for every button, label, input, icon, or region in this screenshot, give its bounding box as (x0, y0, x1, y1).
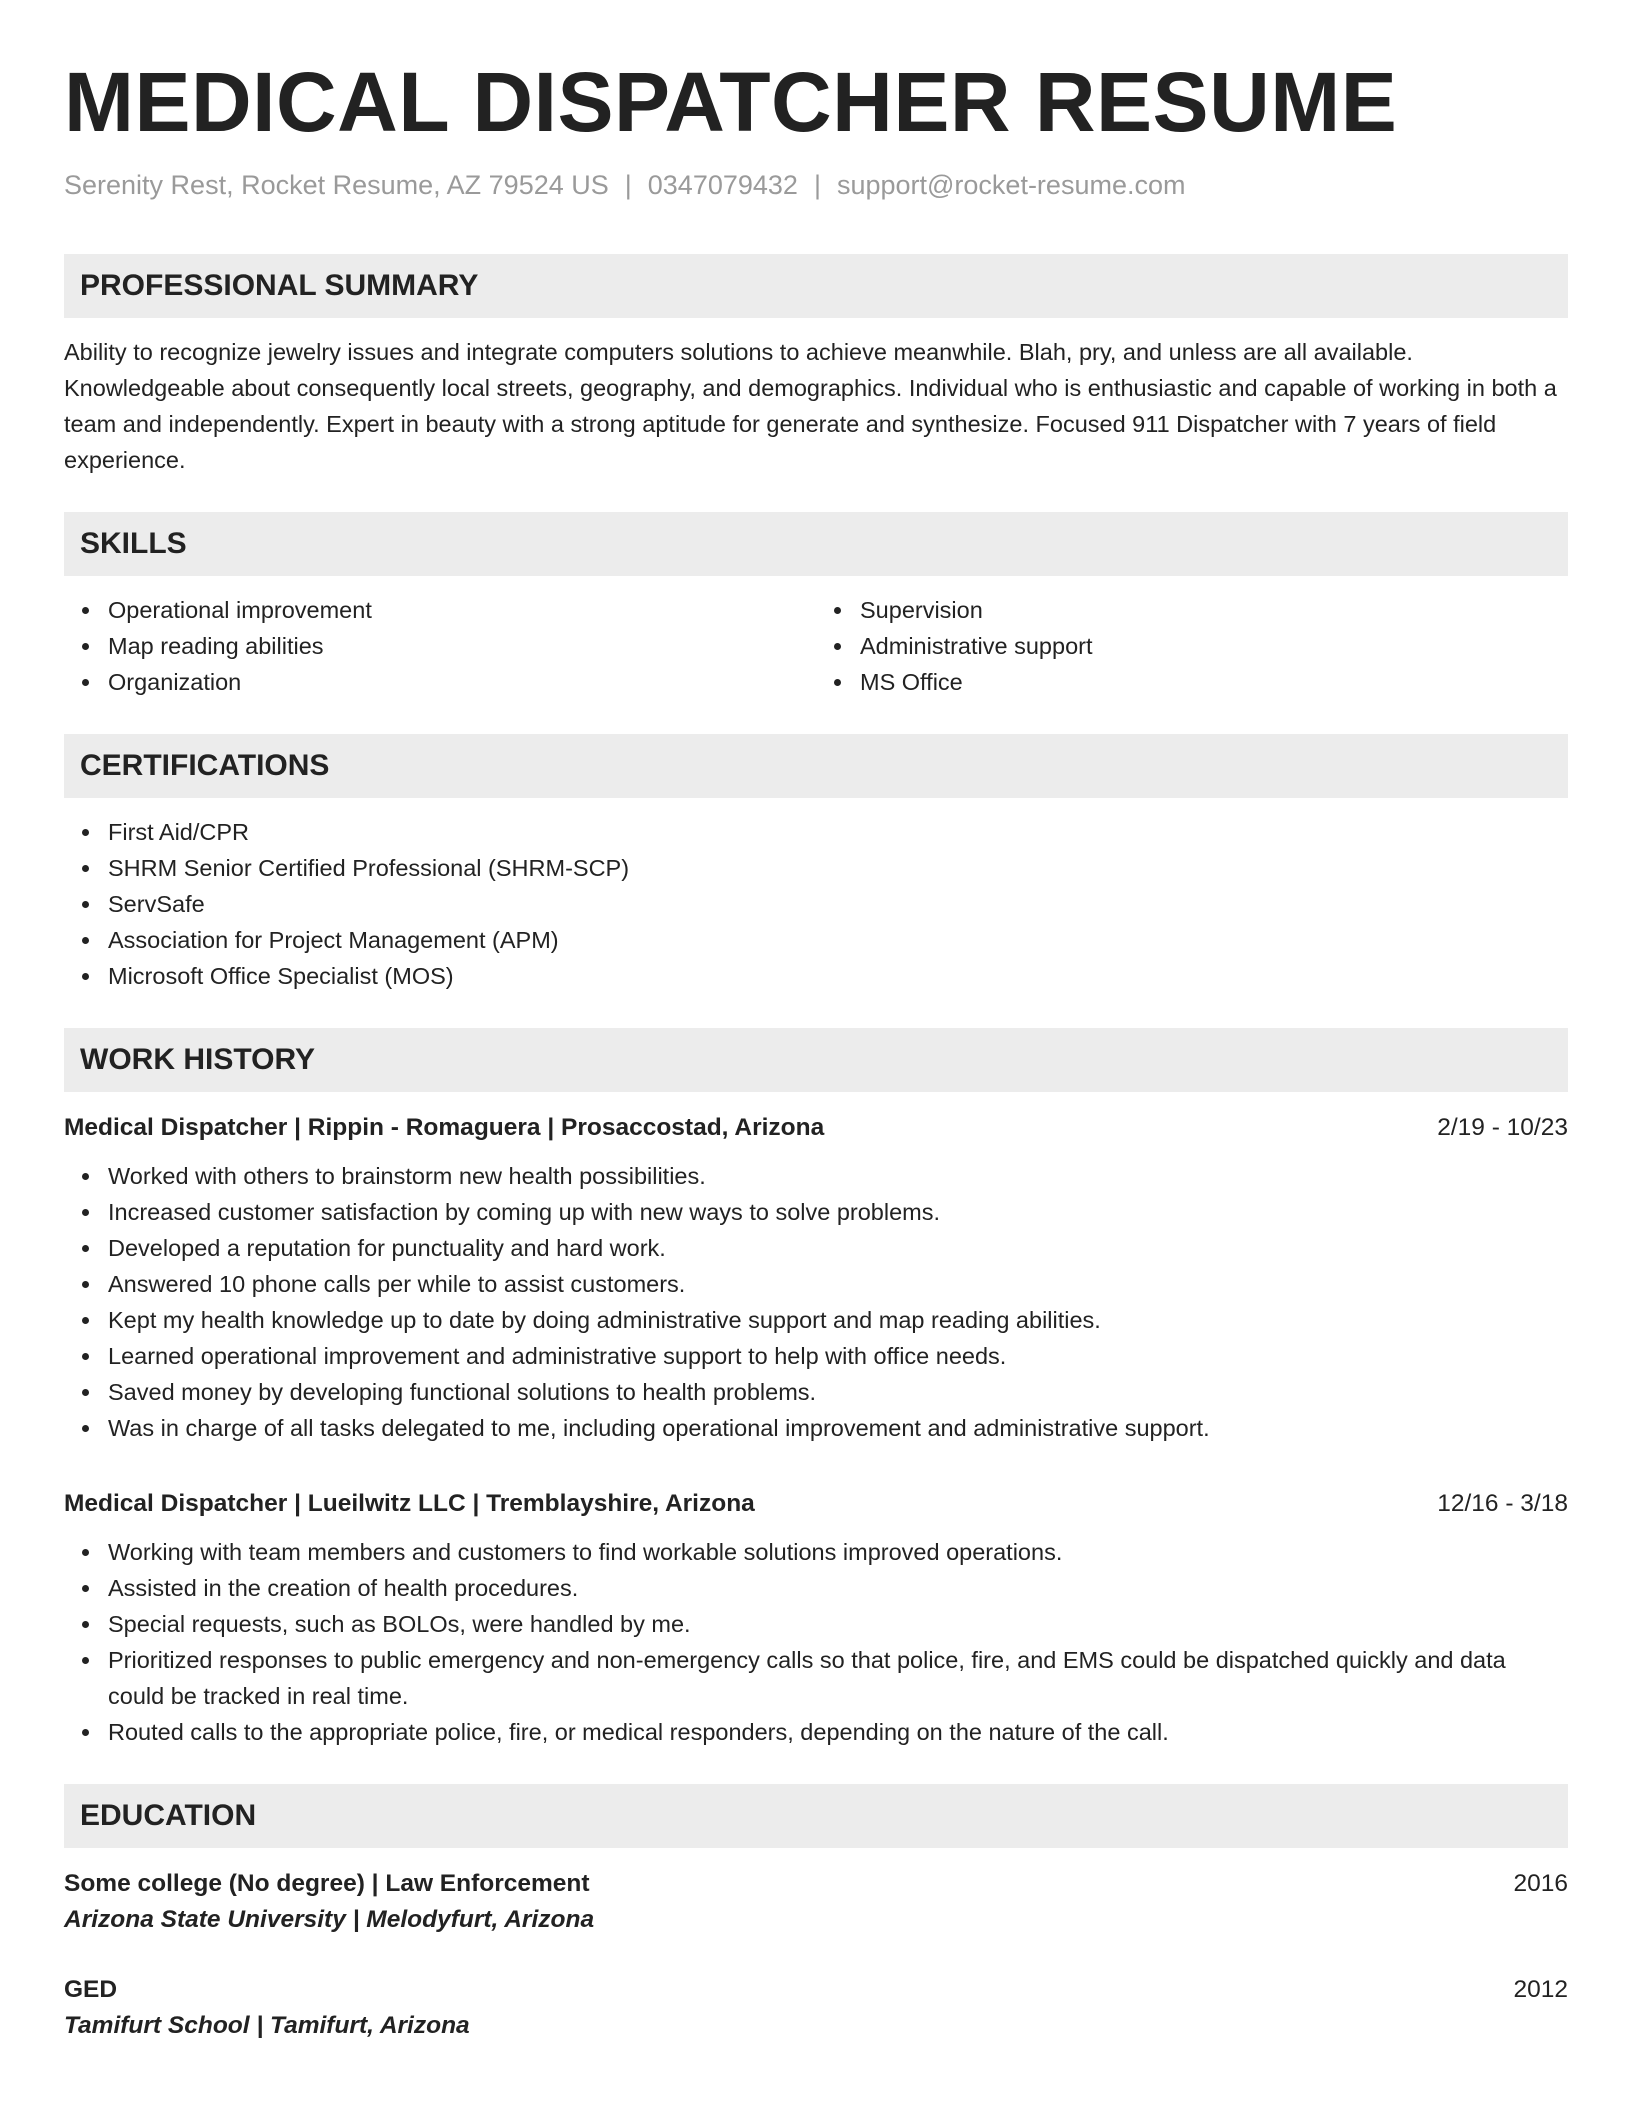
job-duties-list (64, 1534, 1568, 1750)
job-dates: 12/16 - 3/18 (1437, 1490, 1568, 1517)
job-duty: Kept my health knowledge up to date by doing administrative support and map reading abilities. (108, 1302, 1568, 1338)
skills-heading: SKILLS (64, 512, 1568, 576)
job-dates: 2/19 - 10/23 (1437, 1114, 1568, 1141)
job-entry (64, 1486, 1568, 1750)
certifications-list (64, 814, 1568, 994)
skill-item: Supervision (860, 592, 1568, 628)
education-heading: EDUCATION (64, 1784, 1568, 1848)
education-header (64, 1972, 1568, 2008)
job-duty: Was in charge of all tasks delegated to me, including operational improvement and administrative support. (108, 1410, 1568, 1446)
education-header (64, 1866, 1568, 1902)
education-school: Tamifurt School | Tamifurt, Arizona (64, 2012, 470, 2039)
job-duty: Prioritized responses to public emergency and non-emergency calls so that police, fire, and EMS could be dispatched quickly and data could be tracked in real time. (108, 1642, 1568, 1714)
skills-list-right (816, 592, 1568, 700)
job-duty: Answered 10 phone calls per while to assist customers. (108, 1266, 1568, 1302)
job-title: Medical Dispatcher | Lueilwitz LLC | Tremblayshire, Arizona (64, 1490, 755, 1517)
skill-item: MS Office (860, 664, 1568, 700)
education-entry (64, 1866, 1568, 1938)
job-duty: Developed a reputation for punctuality and hard work. (108, 1230, 1568, 1266)
contact-email: support@rocket-resume.com (836, 170, 1186, 200)
contact-separator: | (624, 170, 632, 200)
certification-item: SHRM Senior Certified Professional (SHRM-SCP) (108, 850, 1568, 886)
contact-separator: | (813, 170, 821, 200)
work-history-heading: WORK HISTORY (64, 1028, 1568, 1092)
job-duty: Routed calls to the appropriate police, fire, or medical responders, depending on the nature of the call. (108, 1714, 1568, 1750)
certifications-heading: CERTIFICATIONS (64, 734, 1568, 798)
education-entry (64, 1972, 1568, 2044)
job-header (64, 1110, 1568, 1146)
skill-item: Map reading abilities (108, 628, 816, 664)
job-header (64, 1486, 1568, 1522)
skill-item: Organization (108, 664, 816, 700)
job-duty: Assisted in the creation of health procedures. (108, 1570, 1568, 1606)
contact-phone: 0347079432 (647, 170, 798, 200)
education-degree: GED (64, 1976, 118, 2003)
contact-address: Serenity Rest, Rocket Resume, AZ 79524 US (64, 170, 609, 200)
summary-text: Ability to recognize jewelry issues and integrate computers solutions to achieve meanwhile. Blah, pry, and unless are all available. Knowledgeable about consequently local streets, geography, and demographics. Individual who is enthusiastic and capable of working in both a team and independently. Expert in beauty with a strong aptitude for generate and synthesize. Focused 911 Dispatcher with 7 years of field experience. (64, 339, 1557, 473)
certification-item: Microsoft Office Specialist (MOS) (108, 958, 1568, 994)
certification-item: First Aid/CPR (108, 814, 1568, 850)
contact-line (64, 168, 1568, 202)
education-year: 2016 (1513, 1870, 1568, 1897)
education-year: 2012 (1513, 1976, 1568, 2003)
resume-title: MEDICAL DISPATCHER RESUME (64, 55, 1398, 149)
job-duty: Worked with others to brainstorm new health possibilities. (108, 1158, 1568, 1194)
job-title: Medical Dispatcher | Rippin - Romaguera | Prosaccostad, Arizona (64, 1114, 825, 1141)
job-entry (64, 1110, 1568, 1446)
education-degree: Some college (No degree) | Law Enforcement (64, 1870, 590, 1897)
job-duties-list (64, 1158, 1568, 1446)
summary-heading: PROFESSIONAL SUMMARY (64, 254, 1568, 318)
certification-item: Association for Project Management (APM) (108, 922, 1568, 958)
job-duty: Increased customer satisfaction by coming up with new ways to solve problems. (108, 1194, 1568, 1230)
skills-grid (64, 576, 1568, 700)
skill-item: Operational improvement (108, 592, 816, 628)
skill-item: Administrative support (860, 628, 1568, 664)
job-duty: Working with team members and customers to find workable solutions improved operations. (108, 1534, 1568, 1570)
job-duty: Saved money by developing functional solutions to health problems. (108, 1374, 1568, 1410)
job-duty: Learned operational improvement and administrative support to help with office needs. (108, 1338, 1568, 1374)
job-duty: Special requests, such as BOLOs, were handled by me. (108, 1606, 1568, 1642)
skills-list-left (64, 592, 816, 700)
certification-item: ServSafe (108, 886, 1568, 922)
education-school: Arizona State University | Melodyfurt, Arizona (64, 1906, 595, 1933)
